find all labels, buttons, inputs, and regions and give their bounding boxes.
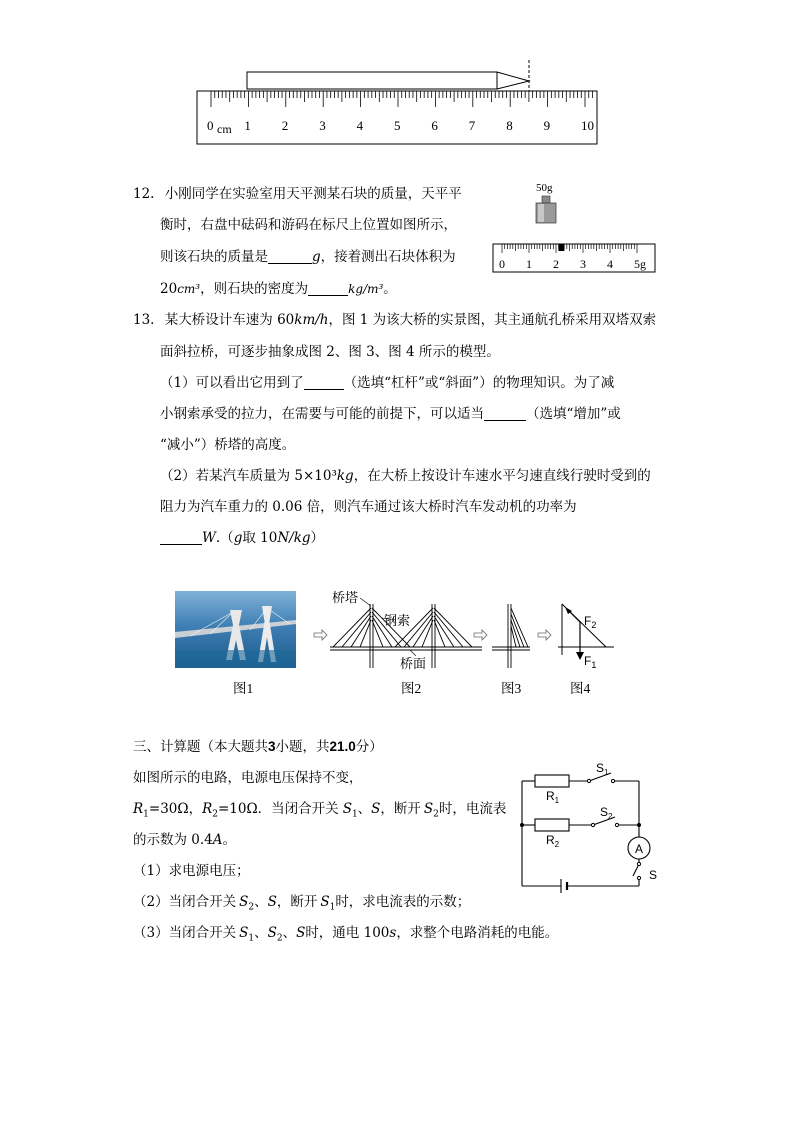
q12-line-3 [160, 248, 456, 266]
q13-mass-unit: kg [336, 468, 354, 484]
open-text: ，断开 [380, 801, 421, 817]
scale-tick-label: 4 [607, 257, 613, 271]
circuit-diagram [505, 758, 675, 898]
sub2-s2-symbol: S [239, 894, 249, 910]
q12-density-blank[interactable] [308, 281, 348, 296]
current-unit: A [212, 832, 223, 848]
s2-symbol: S [423, 801, 434, 817]
s1-sub: 1 [351, 809, 358, 820]
resistor-r2 [535, 819, 569, 831]
q13-p1-line-2 [160, 405, 621, 423]
ruler-tick-label: 0 [207, 118, 214, 133]
sub3-s1-sub: 1 [248, 933, 255, 944]
scale-tick-label: 1 [526, 257, 532, 271]
sub2-s1-symbol: S [320, 894, 330, 910]
ruler-tick-label: 6 [431, 118, 438, 133]
q13-p2-text-3d: ） [310, 530, 325, 546]
q13-height-blank[interactable] [484, 406, 526, 421]
ruler-tick-label: 7 [468, 118, 476, 133]
sub2-open: ，断开 [276, 894, 318, 910]
sub3-sep2: 、 [282, 925, 297, 941]
sub2-s-symbol: S [267, 894, 277, 910]
q12-number: 12. [133, 186, 155, 202]
q13-line-1 [133, 311, 656, 329]
end-text: 时，电流表 [438, 801, 507, 817]
sub2-sep: 、 [254, 894, 268, 910]
ruler-tick-label: 9 [543, 118, 551, 133]
figure-4-force-model [558, 604, 614, 660]
ruler-tick-label: 5 [394, 118, 401, 133]
q13-p1-line-1 [160, 374, 614, 392]
label-cable: 钢索 [384, 613, 411, 628]
q13-speed-unit: km/h [294, 312, 329, 328]
q13-p2-text-3c: 取 10 [242, 530, 278, 546]
q12-text-1: 小刚同学在实验室用天平测某石块的质量，天平平 [164, 186, 462, 202]
sub3-s-symbol: S [296, 925, 306, 941]
q13-lever-blank[interactable] [304, 375, 344, 390]
scale-tick-label: 0 [499, 257, 505, 271]
ruler-tick-label: 1 [244, 118, 251, 133]
caption-figure-2: 图2 [401, 681, 422, 696]
q13-text-2: 面斜拉桥，可逐步抽象成图 2、图 3、图 4 所示的模型。 [160, 344, 500, 360]
section-3-sub-3 [133, 924, 558, 948]
r1-symbol: R [133, 801, 144, 817]
q12-density-unit: kg/m³ [348, 282, 384, 296]
q12-text-3a: 则该石块的质量是 [160, 249, 268, 265]
ruler-tick-label: 10 [581, 118, 594, 133]
caption-figure-4: 图4 [570, 681, 591, 696]
q13-power-unit: W [202, 530, 216, 546]
q12-text-2: 衡时，右盘中砝码和游码在标尺上位置如图所示， [160, 217, 457, 233]
r2-sub: 2 [212, 809, 218, 820]
weight-icon [536, 196, 556, 223]
q12-unit-g: g [312, 249, 321, 265]
q13-p2-text-b: ，在大桥上按设计车速水平匀速直线行驶时受到的 [353, 468, 651, 484]
pencil-body [247, 72, 497, 89]
weight-label: 50g [536, 182, 553, 194]
section-3-sub-2 [133, 893, 470, 917]
sub3-s2-sub: 2 [276, 933, 283, 944]
q12-text-4b: ，则石块的密度为 [200, 281, 309, 297]
sub2-s2-sub: 2 [248, 902, 255, 913]
q13-p2-line-1 [160, 467, 651, 485]
caption-figure-1: 图1 [233, 681, 254, 696]
q13-p2-text-2: 阻力为汽车重力的 0.06 倍，则汽车通过该大桥时汽车发动机的功率为 [160, 499, 577, 515]
q12-text-3c: ，接着测出石块体积为 [320, 249, 456, 265]
section-3-score: 21.0 [329, 739, 356, 754]
q13-p1-text-3: “减小”）桥塔的高度。 [160, 437, 296, 453]
label-s: S [649, 868, 658, 882]
q13-p1-text-2a: 小钢索承受的拉力，在需要与可能的前提下，可以适当 [160, 406, 484, 422]
ruler-tick-label: 3 [319, 118, 326, 133]
q13-p2-text-a: （2）若某汽车质量为 5×10³ [160, 468, 337, 484]
section-3-intro: 如图所示的电路，电源电压保持不变， [133, 770, 363, 786]
sub3-mid: 时，通电 100 [305, 925, 390, 941]
balance-figure [490, 178, 660, 278]
q13-p1-text-2b: （选填“增加”或 [526, 406, 621, 422]
section-3-heading-c: 分） [355, 739, 383, 755]
arrow-icon [474, 630, 487, 640]
r2-symbol: R [202, 801, 213, 817]
r1-value: =30Ω， [148, 801, 203, 817]
r1-sub: 1 [143, 809, 149, 820]
label-f1: $F_1$ [584, 654, 597, 670]
label-tower: 桥塔 [332, 590, 359, 605]
q13-text-1b: ，图 1 为该大桥的实景图，其主通航孔桥采用双塔双索 [328, 312, 657, 328]
resistor-r1 [535, 775, 569, 787]
scale-tick-label: 5g [634, 257, 646, 271]
section-3-resistances-line [133, 800, 506, 824]
sub2-end: 时，求电流表的示数； [335, 894, 471, 910]
ruler-unit-label: cm [217, 122, 232, 136]
section-3-heading-a: 三、计算题（本大题共 [133, 739, 268, 755]
figure-1-photo [175, 591, 296, 668]
label-r2: $R_2$ [546, 833, 560, 849]
label-s2: $S_2$ [600, 805, 613, 821]
q13-p1-text-a: （1）可以看出它用到了 [160, 375, 304, 391]
section-3-current-line [133, 831, 236, 849]
current-period: 。 [222, 832, 237, 848]
q13-number: 13. [133, 312, 155, 328]
scale-tick-label: 3 [580, 257, 586, 271]
q12-line-1 [133, 185, 462, 203]
rider-marker [558, 244, 564, 251]
figure-3-single-tower [492, 604, 530, 668]
sub2-text-a: （2）当闭合开关 [133, 894, 237, 910]
r2-value: =10Ω．当闭合开关 [218, 801, 339, 817]
label-ammeter: A [635, 842, 644, 856]
section-3-sub-1: （1）求电源电压； [133, 863, 250, 879]
current-text: 的示数为 0.4 [133, 832, 213, 848]
q12-line-4 [160, 280, 397, 298]
sub3-s2-symbol: S [267, 925, 277, 941]
caption-figure-3: 图3 [501, 681, 522, 696]
ruler-tick-label: 8 [506, 118, 513, 133]
label-r1: $R_1$ [546, 789, 560, 805]
q12-period: 。 [383, 281, 397, 297]
section-3-count: 3 [268, 739, 276, 754]
s2-sub: 2 [433, 809, 439, 820]
q12-volume-value: 20 [160, 281, 178, 297]
sub3-s1-symbol: S [239, 925, 249, 941]
sub3-text-a: （3）当闭合开关 [133, 925, 237, 941]
pencil-tip [497, 72, 529, 89]
separator: 、 [357, 801, 372, 817]
q13-g-unit: N/kg [277, 530, 311, 546]
q13-p1-text-b: （选填“杠杆”或“斜面”）的物理知识。为了减 [343, 375, 615, 391]
label-deck: 桥面 [400, 656, 427, 671]
q12-mass-blank[interactable] [268, 249, 312, 264]
scale-tick-label: 2 [553, 257, 559, 271]
sub3-sep1: 、 [254, 925, 268, 941]
arrow-icon [314, 630, 327, 640]
label-s1: $S_1$ [596, 761, 609, 777]
s1-symbol: S [342, 801, 352, 817]
q13-p2-text-3b: .（ [215, 530, 234, 546]
rider-scale-body [493, 244, 655, 272]
s-symbol: S [371, 801, 381, 817]
q13-text-1a: 某大桥设计车速为 60 [164, 312, 295, 328]
ruler-pencil-figure [195, 58, 600, 150]
label-f2: $F_2$ [584, 614, 597, 630]
q12-volume-unit: cm³ [177, 282, 201, 296]
ruler-tick-label: 2 [281, 118, 289, 133]
arrow-icon [538, 630, 551, 640]
sub3-unit: s [389, 925, 397, 941]
sub2-s1-sub: 1 [329, 902, 336, 913]
q13-g-symbol: g [233, 530, 243, 546]
sub3-end: ，求整个电路消耗的电能。 [396, 925, 559, 941]
section-3-heading [133, 738, 383, 756]
section-3-heading-b: 小题，共 [275, 739, 330, 755]
q13-power-blank[interactable] [160, 530, 202, 545]
ruler-tick-label: 4 [356, 118, 364, 133]
q13-p2-line-3 [160, 529, 324, 547]
